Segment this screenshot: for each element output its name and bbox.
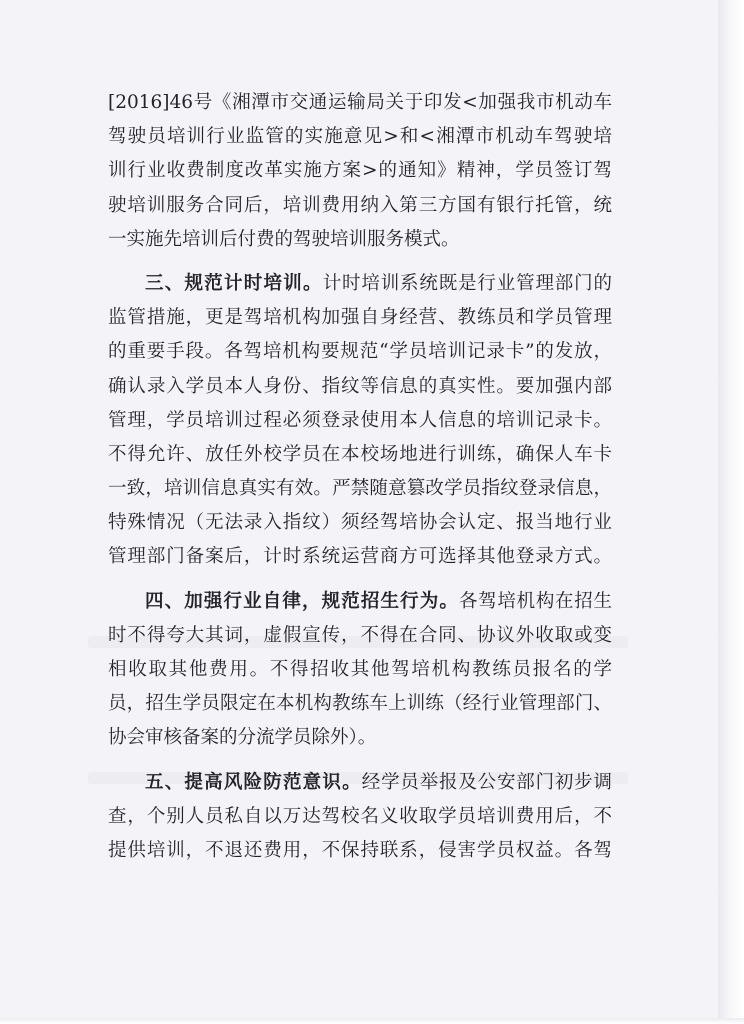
body-line: 确认录入学员本人身份、指纹等信息的真实性。要加强内部 xyxy=(108,375,612,397)
document-body xyxy=(108,86,612,868)
section-text: 经学员举报及公安部门初步调 xyxy=(361,771,612,793)
section-text: 各驾培机构在招生 xyxy=(458,590,612,612)
body-line: 的重要手段。各驾培机构要规范“学员培训记录卡”的发放， xyxy=(108,341,612,363)
body-line: 员，招生学员限定在本机构教练车上训练（经行业管理部门、 xyxy=(108,693,612,715)
body-line: 时不得夸大其词，虚假宣传，不得在合同、协议外收取或变 xyxy=(108,624,612,646)
section-heading: 三、规范计时培训。 xyxy=(145,272,323,294)
body-line: 协会审核备案的分流学员除外）。 xyxy=(108,727,377,749)
body-line: 管理部门备案后，计时系统运营商方可选择其他登录方式。 xyxy=(108,546,612,568)
section-heading-line xyxy=(108,766,612,800)
body-line: 管理，学员培训过程必须登录使用本人信息的培训记录卡。 xyxy=(108,409,612,431)
body-line: 相收取其他费用。不得招收其他驾培机构教练员报名的学 xyxy=(108,659,612,680)
body-line: 训行业收费制度改革实施方案>的通知》精神，学员签订驾 xyxy=(108,160,612,182)
body-line: 一实施先培训后付费的驾驶培训服务模式。 xyxy=(108,228,460,250)
body-line: 监管措施，更是驾培机构加强自身经营、教练员和学员管理 xyxy=(108,307,612,329)
body-line: 一致，培训信息真实有效。严禁随意篡改学员指纹登录信息， xyxy=(108,478,612,500)
body-line: 提供培训，不退还费用，不保持联系，侵害学员权益。各驾 xyxy=(108,839,612,861)
body-line: 特殊情况（无法录入指纹）须经驾培协会认定、报当地行业 xyxy=(108,512,612,534)
body-line: 驶培训服务合同后，培训费用纳入第三方国有银行托管，统 xyxy=(108,194,612,216)
section-heading: 五、提高风险防范意识。 xyxy=(145,771,362,793)
section-5 xyxy=(108,766,612,869)
section-text: 计时培训系统既是行业管理部门的 xyxy=(322,272,612,294)
body-line: 不得允许、放任外校学员在本校场地进行训练，确保人车卡 xyxy=(108,443,612,465)
body-line: 查，个别人员私自以万达驾校名义收取学员培训费用后，不 xyxy=(108,805,612,827)
section-heading-line xyxy=(108,267,612,301)
section-3 xyxy=(108,267,612,575)
section-heading: 四、加强行业自律，规范招生行为。 xyxy=(145,590,459,612)
section-4 xyxy=(108,585,612,756)
body-line: 驾驶员培训行业监管的实施意见>和<湘潭市机动车驾驶培 xyxy=(108,126,612,148)
section-heading-line xyxy=(108,585,612,619)
body-line: [2016]46号《湘潭市交通运输局关于印发<加强我市机动车 xyxy=(108,92,612,113)
scan-edge-shadow xyxy=(718,0,744,1024)
scan-bottom-edge xyxy=(0,1018,744,1024)
